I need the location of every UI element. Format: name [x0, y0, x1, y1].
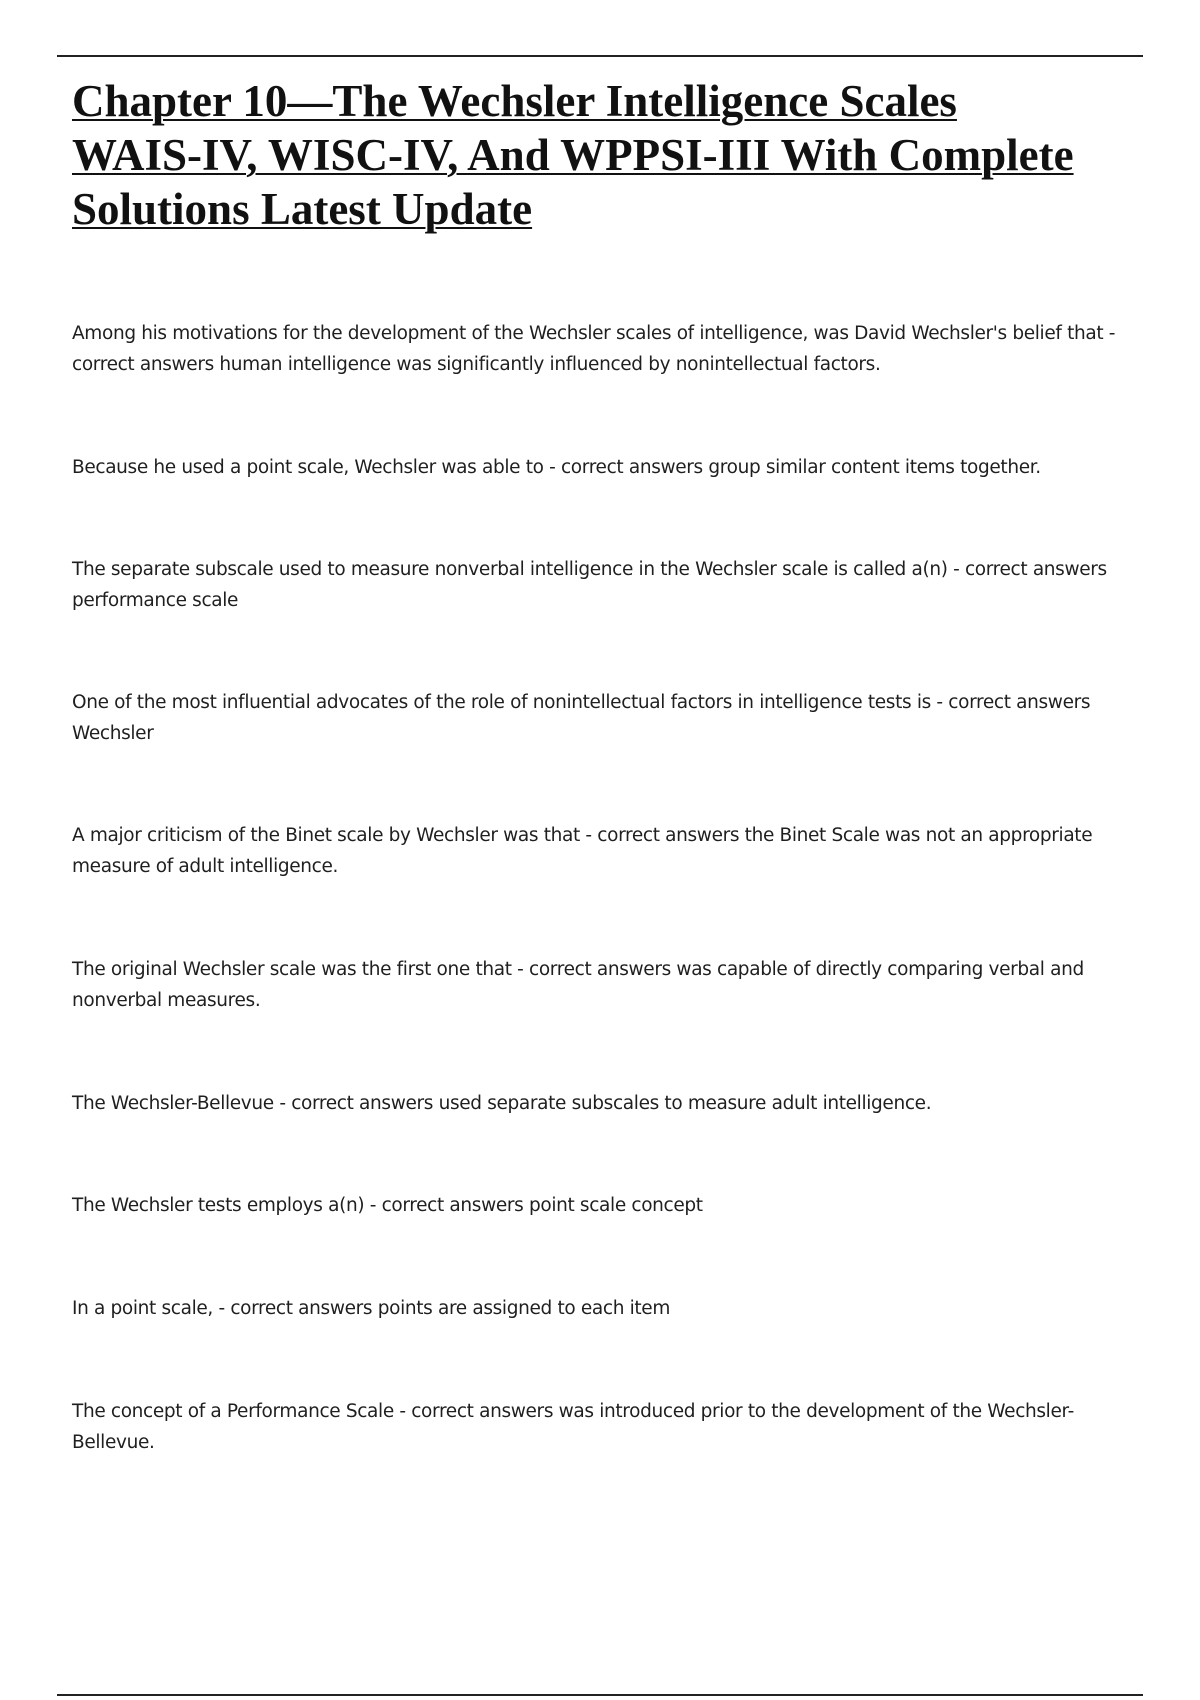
- qa-item: Because he used a point scale, Wechsler was able to - correct answers group similar content items together.: [72, 457, 1041, 478]
- qa-item: The Wechsler-Bellevue - correct answers used separate subscales to measure adult intelligence.: [72, 1093, 932, 1114]
- document-title: Chapter 10—The Wechsler Intelligence Scales WAIS-IV, WISC-IV, And WPPSI-III With Complete Solutions Latest Update: [72, 76, 1074, 234]
- qa-item: The original Wechsler scale was the first one that - correct answers was capable of directly comparing verbal and nonverbal measures.: [72, 959, 1084, 1011]
- top-rule: [57, 55, 1143, 57]
- qa-item: The Wechsler tests employs a(n) - correct answers point scale concept: [72, 1195, 703, 1216]
- qa-item: The separate subscale used to measure nonverbal intelligence in the Wechsler scale is called a(n) - correct answers performance scale: [72, 559, 1107, 611]
- qa-item: The concept of a Performance Scale - correct answers was introduced prior to the development of the Wechsler-Bellevue.: [72, 1401, 1074, 1453]
- qa-item: A major criticism of the Binet scale by Wechsler was that - correct answers the Binet Scale was not an appropriate measure of adult intelligence.: [72, 825, 1093, 877]
- bottom-rule: [57, 1694, 1143, 1696]
- qa-item: In a point scale, - correct answers points are assigned to each item: [72, 1298, 670, 1319]
- qa-item: One of the most influential advocates of the role of nonintellectual factors in intelligence tests is - correct answers Wechsler: [72, 692, 1091, 744]
- qa-item: Among his motivations for the development of the Wechsler scales of intelligence, was David Wechsler's belief that - correct answers human intelligence was significantly influenced by nonintellectual factors.: [72, 323, 1116, 375]
